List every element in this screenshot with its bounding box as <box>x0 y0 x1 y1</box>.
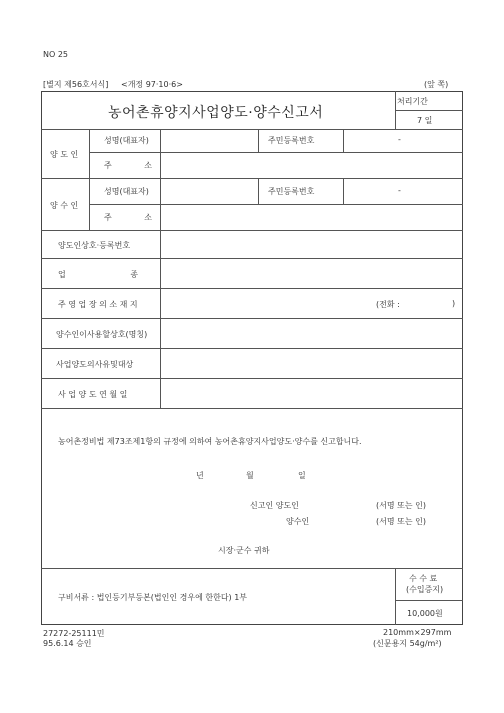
fee-label: 수 수 료 <box>409 574 438 583</box>
fee-amount: 10,000원 <box>407 609 443 618</box>
business-type-label: 업 종 <box>58 270 138 279</box>
date-year: 년 <box>196 471 204 480</box>
declaration-text: 농어촌정비법 제73조제1항의 규정에 의하여 농어촌휴양지사업양도·양수를 신고합니다. <box>58 437 362 446</box>
fee-sub-label: (수입증지) <box>406 585 444 594</box>
processing-period-value: 7 일 <box>417 116 433 125</box>
transferor-label: 양 도 인 <box>50 150 79 159</box>
required-documents: 구비서류 : 법인등기부등본(법인인 경우에 한한다) 1부 <box>58 593 248 602</box>
transferee-address-label: 주 소 <box>104 213 155 222</box>
form-title: 농어촌휴양지사업양도·양수신고서 <box>108 105 324 121</box>
transfer-date-label: 사 업 양 도 연 월 일 <box>58 390 128 399</box>
transferor-id-value: - <box>398 135 401 144</box>
transferor-address-label: 주 소 <box>104 161 155 170</box>
reason-label: 사업양도의사유및대상 <box>56 360 134 369</box>
date-month: 월 <box>246 471 254 480</box>
transferee-name-label: 성명(대표자) <box>104 187 149 196</box>
document-number: NO 25 <box>43 50 69 59</box>
transferee-trade-name-label: 양수인이사용할상호(명칭) <box>56 330 148 339</box>
addressee: 시장·군수 귀하 <box>218 546 270 555</box>
form-id: [별지 제56호서식] <box>43 80 109 89</box>
page-side: (앞 쪽) <box>424 80 449 89</box>
reporter-transferor-label: 신고인 양도인 <box>250 501 299 510</box>
transferor-name-label: 성명(대표자) <box>104 136 149 145</box>
date-day: 일 <box>298 471 306 480</box>
phone-label: (전화 : <box>376 300 400 309</box>
phone-close: ) <box>452 299 456 308</box>
transferee-sign: (서명 또는 인) <box>376 517 426 526</box>
transferee-label: 양 수 인 <box>50 201 79 210</box>
transferee-sign-label: 양수인 <box>286 517 310 526</box>
processing-period-label: 처리기간 <box>397 97 428 106</box>
footer-form-code: 27272-25111민 <box>43 629 105 638</box>
office-location-label: 주 영 업 장 의 소 재 지 <box>58 300 138 309</box>
footer-paper-type: (신문용지 54g/m²) <box>373 639 442 648</box>
reporter-sign: (서명 또는 인) <box>376 501 426 510</box>
revision-note: <개정 97·10·6> <box>121 80 183 89</box>
trade-name-label: 양도인상호·등록번호 <box>58 241 131 250</box>
footer-paper-size: 210mm×297mm <box>383 628 452 637</box>
footer-approval-date: 95.6.14 승인 <box>43 639 92 648</box>
transferee-id-value: - <box>398 186 401 195</box>
transferor-id-label: 주민등록번호 <box>268 136 315 145</box>
transferee-id-label: 주민등록번호 <box>268 187 315 196</box>
